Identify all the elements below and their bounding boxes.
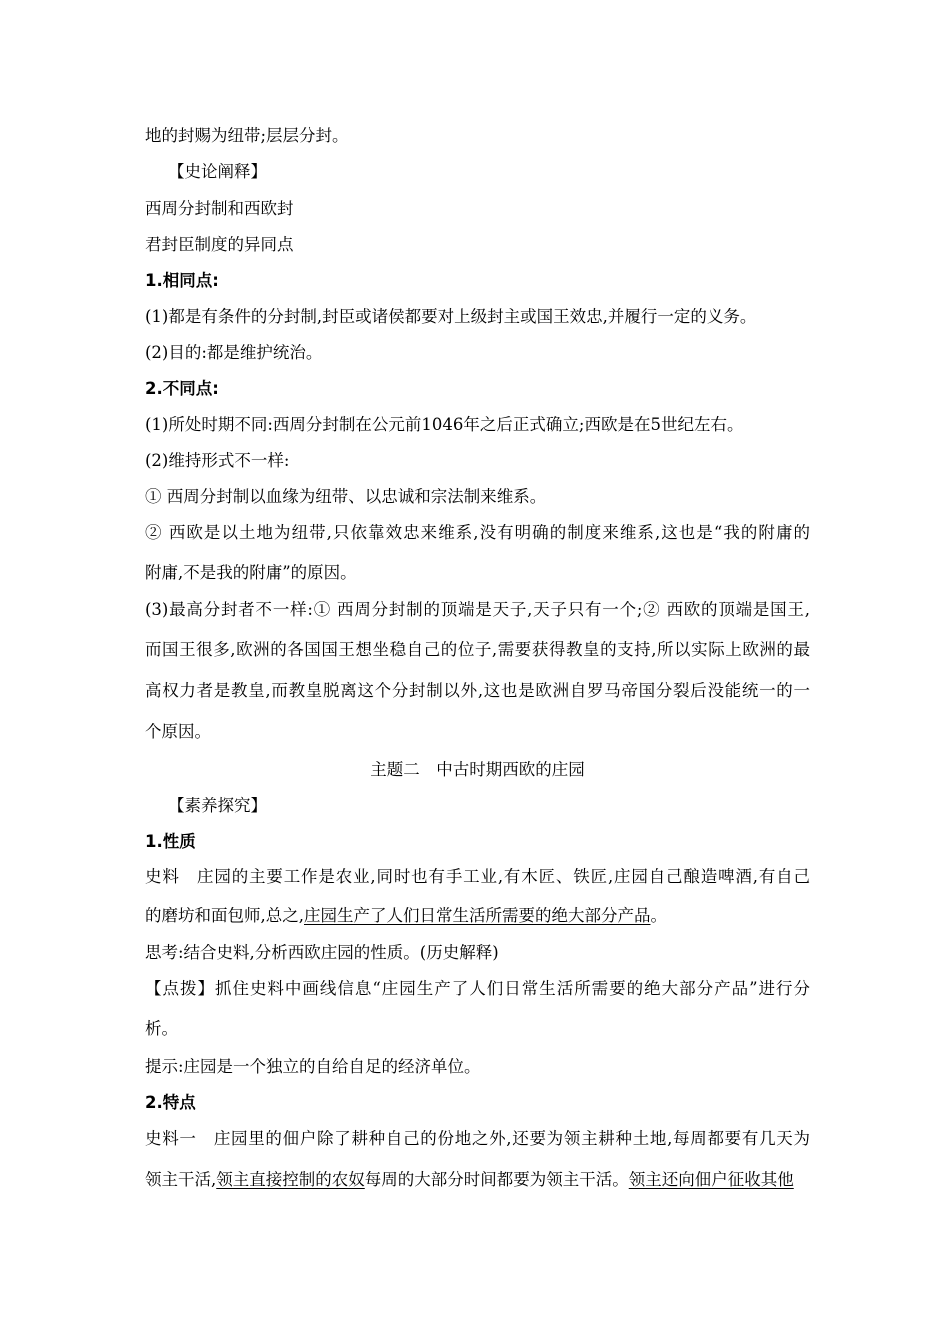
- subheading-features: 2.特点: [145, 1093, 196, 1112]
- text-line: (1)都是有条件的分封制,封臣或诸侯都要对上级封主或国王效忠,并履行一定的义务。: [145, 307, 757, 326]
- topic-title: 主题二 中古时期西欧的庄园: [370, 760, 585, 779]
- underlined-text: 领主还向佃户征收其他: [628, 1170, 794, 1189]
- text-span: 领主干活,: [145, 1170, 217, 1189]
- text-line: 思考:结合史料,分析西欧庄园的性质。(历史解释): [145, 943, 499, 962]
- subheading-differences: 2.不同点:: [145, 379, 219, 398]
- subheading-similarities: 1.相同点:: [145, 271, 219, 290]
- text-line: ① 西周分封制以血缘为纽带、以忠诚和宗法制来维系。: [145, 487, 547, 506]
- text-line: 君封臣制度的异同点: [145, 235, 294, 254]
- section-heading-shilun: 【史论阐释】: [168, 162, 267, 181]
- text-line: 附庸,不是我的附庸”的原因。: [145, 563, 357, 582]
- text-line: 西周分封制和西欧封: [145, 199, 294, 218]
- text-line: 史料一 庄园里的佃户除了耕种自己的份地之外,还要为领主耕种土地,每周都要有几天为: [145, 1129, 810, 1148]
- subheading-nature: 1.性质: [145, 832, 196, 851]
- underlined-text: 领主直接控制的农奴: [216, 1170, 365, 1189]
- text-span: 每周的大部分时间都要为领主干活。: [364, 1170, 629, 1189]
- text-line: 地的封赐为纽带;层层分封。: [145, 126, 349, 145]
- text-line: (2)目的:都是维护统治。: [145, 343, 323, 362]
- text-line: (3)最高分封者不一样:① 西周分封制的顶端是天子,天子只有一个;② 西欧的顶端是国王,: [145, 600, 810, 619]
- text-line: 个原因。: [145, 722, 211, 741]
- underlined-text: 庄园生产了人们日常生活所需要的绝大部分产品: [304, 906, 651, 925]
- text-line: 【点拨】抓住史料中画线信息“庄园生产了人们日常生活所需要的绝大部分产品”进行分: [145, 979, 810, 998]
- text-line: 高权力者是教皇,而教皇脱离这个分封制以外,这也是欧洲自罗马帝国分裂后没能统一的一: [145, 681, 810, 700]
- text-line: (2)维持形式不一样:: [145, 451, 290, 470]
- section-heading-suyang: 【素养探究】: [168, 796, 267, 815]
- text-span: 的磨坊和面包师,总之,: [145, 906, 304, 925]
- text-line: 析。: [145, 1019, 178, 1038]
- text-span: 。: [650, 906, 667, 925]
- text-line: [145, 1170, 810, 1190]
- text-line: 而国王很多,欧洲的各国国王想坐稳自己的位子,需要获得教皇的支持,所以实际上欧洲的最: [145, 640, 810, 659]
- text-line: (1)所处时期不同:西周分封制在公元前1046年之后正式确立;西欧是在5世纪左右。: [145, 415, 744, 434]
- text-line: 史料 庄园的主要工作是农业,同时也有手工业,有木匠、铁匠,庄园自己酿造啤酒,有自己: [145, 867, 810, 886]
- text-line: [145, 906, 810, 926]
- text-line: ② 西欧是以土地为纽带,只依靠效忠来维系,没有明确的制度来维系,这也是“我的附庸的: [145, 523, 810, 542]
- text-line: 提示:庄园是一个独立的自给自足的经济单位。: [145, 1057, 481, 1076]
